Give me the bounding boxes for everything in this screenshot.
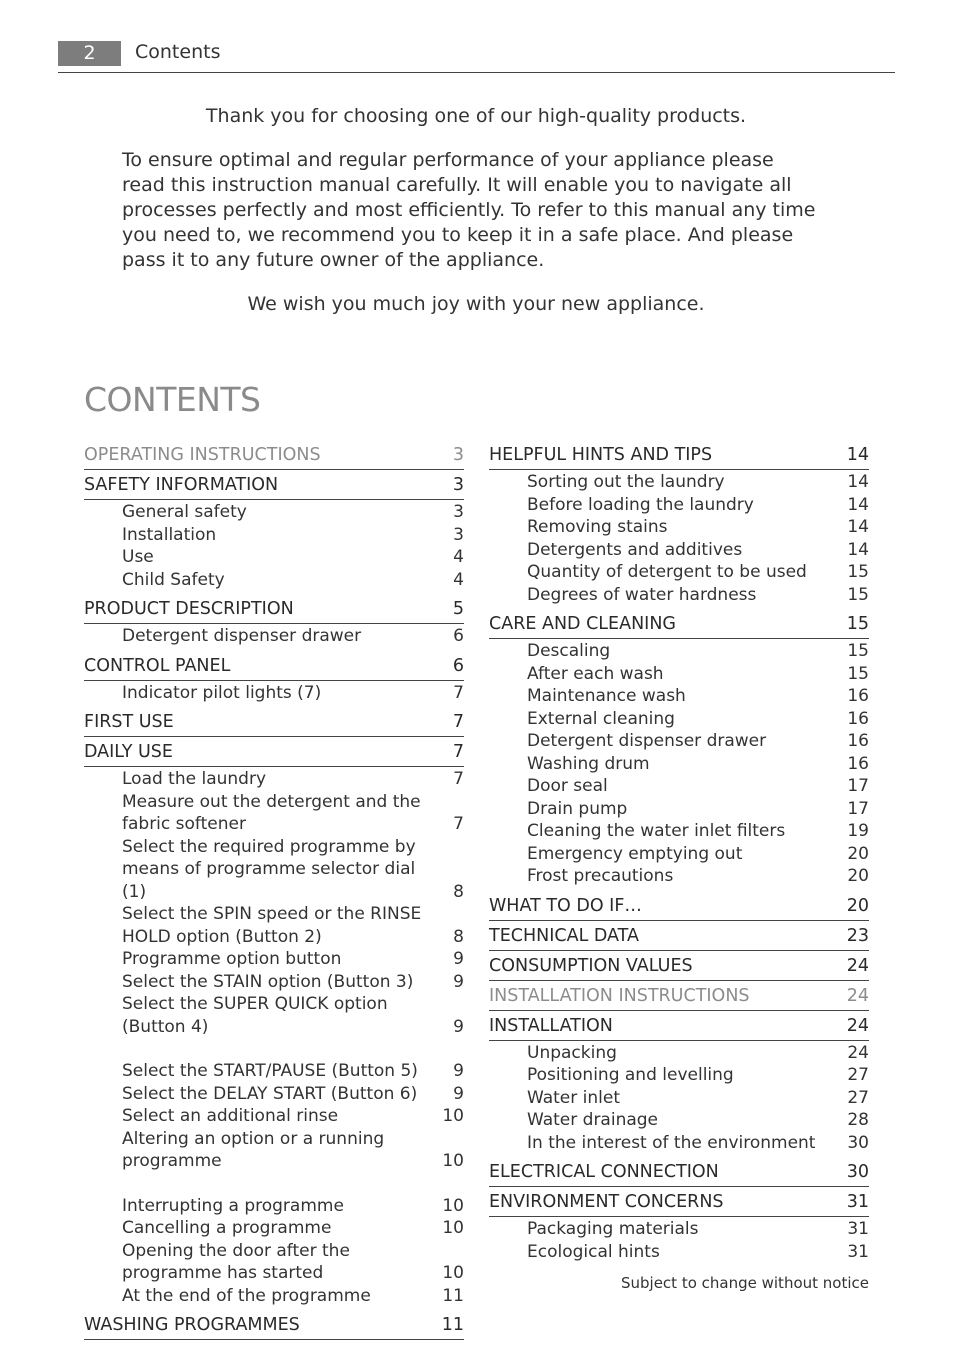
toc-item[interactable] bbox=[489, 685, 869, 708]
toc-item-title: Positioning and levelling bbox=[527, 1065, 734, 1085]
toc-item-title: Packaging materials bbox=[527, 1219, 699, 1239]
toc-item[interactable] bbox=[84, 524, 464, 547]
toc-subitems bbox=[84, 681, 464, 708]
toc-item-title: Emergency emptying out bbox=[527, 843, 743, 864]
toc-item-title: Altering an option or a running programme bbox=[122, 1128, 385, 1171]
toc-item[interactable] bbox=[489, 1241, 869, 1264]
toc-item-page: 19 bbox=[847, 821, 869, 841]
intro-body: To ensure optimal and regular performance of your appliance please read this instruction manual carefully. It will enable you to navigate all processes perfectly and most efficiently. To refer to this manual any time you need to, we recommend you to keep it in a safe place. And please pass it to any future owner of the appliance. bbox=[122, 149, 816, 271]
toc-item[interactable] bbox=[489, 1132, 869, 1155]
toc-item-page: 30 bbox=[847, 1132, 869, 1153]
toc-section[interactable] bbox=[84, 737, 464, 767]
toc-section[interactable] bbox=[489, 981, 869, 1011]
toc-item-title: Detergents and additives bbox=[527, 539, 743, 560]
toc-item-page: 14 bbox=[847, 539, 869, 560]
toc-item-title: Interrupting a programme bbox=[122, 1195, 344, 1216]
toc-item-page: 16 bbox=[847, 686, 869, 706]
toc-item-page: 17 bbox=[847, 776, 869, 796]
toc-item[interactable] bbox=[84, 791, 464, 836]
toc-item[interactable] bbox=[489, 730, 869, 753]
toc-section[interactable] bbox=[84, 1310, 464, 1340]
toc-item[interactable] bbox=[489, 1218, 869, 1241]
toc-section[interactable] bbox=[489, 1187, 869, 1217]
toc-item[interactable] bbox=[84, 1060, 464, 1083]
toc-item[interactable] bbox=[489, 865, 869, 888]
toc-item-page: 15 bbox=[847, 584, 869, 605]
toc-item-page: 7 bbox=[453, 769, 464, 789]
toc-section[interactable] bbox=[489, 609, 869, 639]
toc-section[interactable] bbox=[84, 651, 464, 681]
toc-item-page: 9 bbox=[453, 1083, 464, 1104]
toc-item-page: 10 bbox=[442, 1195, 464, 1216]
toc-section-page: 6 bbox=[452, 655, 464, 676]
toc-section-title: CONTROL PANEL bbox=[84, 655, 231, 676]
toc-item-page: 16 bbox=[847, 731, 869, 751]
toc-item-title: Sorting out the laundry bbox=[527, 472, 725, 492]
toc-item[interactable] bbox=[84, 971, 464, 994]
toc-section-page: 14 bbox=[846, 445, 869, 465]
toc-item-title: Quantity of detergent to be used bbox=[527, 562, 807, 582]
toc-section-page: 15 bbox=[846, 614, 869, 634]
toc-item-page: 14 bbox=[847, 517, 869, 537]
toc-item[interactable] bbox=[489, 753, 869, 776]
toc-item-page: 10 bbox=[442, 1263, 464, 1283]
toc-subitems bbox=[489, 1041, 869, 1158]
toc-item[interactable] bbox=[84, 546, 464, 569]
toc-item-title: Degrees of water hardness bbox=[527, 584, 757, 605]
toc-item-title: Measure out the detergent and the fabric softener bbox=[122, 791, 421, 834]
toc-item-page: 31 bbox=[847, 1241, 869, 1262]
toc-item[interactable] bbox=[84, 625, 464, 648]
toc-section-title: TECHNICAL DATA bbox=[489, 925, 639, 946]
toc-item-title: Use bbox=[122, 547, 154, 567]
toc-section-title: INSTALLATION INSTRUCTIONS bbox=[489, 985, 750, 1006]
toc-section-page: 23 bbox=[846, 925, 869, 946]
toc-item[interactable] bbox=[489, 820, 869, 843]
toc-item[interactable] bbox=[489, 516, 869, 539]
toc-item[interactable] bbox=[489, 1087, 869, 1110]
toc-section[interactable] bbox=[489, 440, 869, 470]
toc-section[interactable] bbox=[84, 707, 464, 737]
toc-section-title: PRODUCT DESCRIPTION bbox=[84, 599, 294, 619]
toc-section-page: 5 bbox=[452, 599, 464, 619]
toc-item[interactable] bbox=[489, 640, 869, 663]
toc-section-page: 31 bbox=[846, 1192, 869, 1212]
toc-item-page: 9 bbox=[453, 949, 464, 969]
toc-item-title: Indicator pilot lights (7) bbox=[122, 682, 322, 703]
toc-item[interactable] bbox=[489, 539, 869, 562]
toc-item-title: General safety bbox=[122, 502, 247, 522]
toc-item[interactable] bbox=[489, 584, 869, 607]
toc-item-title: Before loading the laundry bbox=[527, 494, 754, 515]
toc-item-title: Select the DELAY START (Button 6) bbox=[122, 1083, 418, 1104]
toc-section-page: 3 bbox=[452, 475, 464, 495]
toc-item[interactable] bbox=[84, 993, 464, 1060]
toc-item-title: External cleaning bbox=[527, 708, 675, 729]
toc-section[interactable] bbox=[84, 594, 464, 624]
toc-item-title: In the interest of the environment bbox=[527, 1132, 816, 1153]
toc-item-page: 15 bbox=[847, 562, 869, 582]
toc-item[interactable] bbox=[489, 1064, 869, 1087]
toc-item[interactable] bbox=[84, 1217, 464, 1240]
toc-item[interactable] bbox=[84, 1285, 464, 1308]
toc-section-title: SAFETY INFORMATION bbox=[84, 475, 279, 495]
toc-subitems bbox=[489, 470, 869, 609]
toc-item-title: Drain pump bbox=[527, 798, 628, 819]
toc-item-title: Load the laundry bbox=[122, 769, 267, 789]
contents-heading: CONTENTS bbox=[84, 380, 261, 419]
toc-item-title: Detergent dispenser drawer bbox=[527, 731, 767, 751]
toc-item[interactable] bbox=[489, 798, 869, 821]
toc-item[interactable] bbox=[489, 775, 869, 798]
toc-item-title: Child Safety bbox=[122, 569, 225, 590]
toc-item-page: 27 bbox=[847, 1087, 869, 1108]
toc-item-title: Select the STAIN option (Button 3) bbox=[122, 971, 414, 992]
toc-item[interactable] bbox=[489, 843, 869, 866]
intro-wish: We wish you much joy with your new appliance. bbox=[247, 293, 705, 315]
toc-item-title: Cancelling a programme bbox=[122, 1218, 332, 1238]
toc-item-page: 8 bbox=[453, 881, 464, 902]
toc-item-title: Frost precautions bbox=[527, 866, 674, 886]
toc-item[interactable] bbox=[84, 836, 464, 904]
toc-item-title: Cleaning the water inlet filters bbox=[527, 821, 786, 841]
toc-section-title: WASHING PROGRAMMES bbox=[84, 1315, 300, 1335]
toc-item-title: Installation bbox=[122, 524, 217, 545]
toc-section-page: 20 bbox=[846, 895, 869, 916]
toc-item-title: At the end of the programme bbox=[122, 1285, 371, 1306]
toc-item-page: 10 bbox=[442, 1218, 464, 1238]
toc-item-title: Washing drum bbox=[527, 753, 650, 774]
toc-section-title: ELECTRICAL CONNECTION bbox=[489, 1162, 719, 1182]
toc-section-page: 7 bbox=[452, 742, 464, 762]
toc-item-page: 7 bbox=[453, 682, 464, 703]
toc-item[interactable] bbox=[84, 1128, 464, 1195]
toc-item-page: 9 bbox=[453, 1061, 464, 1081]
toc-section-page: 24 bbox=[846, 1015, 869, 1036]
toc-section-page: 24 bbox=[846, 955, 869, 976]
toc-item-page: 16 bbox=[847, 708, 869, 729]
header-title: Contents bbox=[135, 41, 221, 63]
toc-item-page: 17 bbox=[847, 798, 869, 819]
toc-section-page: 3 bbox=[452, 445, 464, 465]
toc-subitems bbox=[84, 767, 464, 1310]
toc-item-title: Unpacking bbox=[527, 1042, 617, 1063]
intro-thanks: Thank you for choosing one of our high-quality products. bbox=[205, 105, 747, 127]
toc-right-column bbox=[489, 440, 869, 1266]
toc-subitems bbox=[489, 639, 869, 891]
toc-item[interactable] bbox=[489, 663, 869, 686]
toc-item[interactable] bbox=[489, 471, 869, 494]
toc-section-page: 24 bbox=[846, 985, 869, 1006]
toc-item[interactable] bbox=[489, 494, 869, 517]
toc-subitems bbox=[84, 624, 464, 651]
toc-item-title: Opening the door after the programme has started bbox=[122, 1240, 350, 1283]
toc-item-page: 15 bbox=[847, 663, 869, 684]
toc-item-page: 7 bbox=[453, 814, 464, 834]
toc-item-page: 6 bbox=[453, 626, 464, 646]
toc-item-title: Detergent dispenser drawer bbox=[122, 626, 362, 646]
toc-item-title: Select the START/PAUSE (Button 5) bbox=[122, 1061, 418, 1081]
toc-item-page: 14 bbox=[847, 472, 869, 492]
toc-left-column bbox=[84, 440, 464, 1340]
toc-item[interactable] bbox=[84, 1195, 464, 1218]
toc-item[interactable] bbox=[489, 1109, 869, 1132]
toc-item-page: 9 bbox=[453, 971, 464, 992]
toc-section-title: DAILY USE bbox=[84, 742, 173, 762]
toc-item[interactable] bbox=[489, 561, 869, 584]
toc-item-page: 10 bbox=[442, 1151, 464, 1171]
toc-section-title: ENVIRONMENT CONCERNS bbox=[489, 1192, 724, 1212]
toc-item-page: 3 bbox=[453, 502, 464, 522]
toc-subitems bbox=[84, 500, 464, 594]
toc-item-title: After each wash bbox=[527, 663, 664, 684]
toc-item-page: 28 bbox=[847, 1110, 869, 1130]
toc-item-page: 24 bbox=[847, 1042, 869, 1063]
toc-item-title: Programme option button bbox=[122, 949, 342, 969]
toc-item-page: 16 bbox=[847, 753, 869, 774]
toc-item-page: 9 bbox=[453, 1016, 464, 1037]
toc-item-title: Water inlet bbox=[527, 1087, 621, 1108]
toc-item-title: Removing stains bbox=[527, 517, 668, 537]
toc-item[interactable] bbox=[84, 682, 464, 705]
toc-item-title: Ecological hints bbox=[527, 1241, 660, 1262]
toc-item[interactable] bbox=[84, 1083, 464, 1106]
toc-item[interactable] bbox=[489, 1042, 869, 1065]
toc-item-title: Select the required programme by means of programme selector dial (1) bbox=[122, 836, 416, 902]
toc-item-page: 4 bbox=[453, 547, 464, 567]
toc-item-title: Water drainage bbox=[527, 1110, 659, 1130]
toc-section-title: HELPFUL HINTS AND TIPS bbox=[489, 445, 713, 465]
toc-section[interactable] bbox=[489, 951, 869, 981]
toc-item[interactable] bbox=[84, 1105, 464, 1128]
toc-section[interactable] bbox=[489, 921, 869, 951]
toc-section-title: INSTALLATION bbox=[489, 1015, 613, 1036]
toc-item[interactable] bbox=[84, 948, 464, 971]
page-header bbox=[58, 40, 895, 73]
toc-item-title: Select the SPIN speed or the RINSE HOLD option (Button 2) bbox=[122, 904, 422, 947]
toc-item-page: 14 bbox=[847, 494, 869, 515]
toc-item-page: 20 bbox=[847, 843, 869, 864]
toc-section-page: 11 bbox=[441, 1315, 464, 1335]
toc-section[interactable] bbox=[84, 470, 464, 500]
toc-section-title: FIRST USE bbox=[84, 712, 174, 732]
toc-item-page: 11 bbox=[442, 1285, 464, 1306]
toc-item-title: Door seal bbox=[527, 776, 608, 796]
toc-section[interactable] bbox=[489, 1157, 869, 1187]
toc-section-title: CARE AND CLEANING bbox=[489, 614, 676, 634]
toc-section[interactable] bbox=[489, 1011, 869, 1041]
toc-section-title: CONSUMPTION VALUES bbox=[489, 955, 693, 976]
toc-item-page: 20 bbox=[847, 866, 869, 886]
toc-section[interactable] bbox=[84, 440, 464, 470]
toc-item[interactable] bbox=[489, 708, 869, 731]
toc-item-title: Select the SUPER QUICK option (Button 4) bbox=[122, 994, 388, 1037]
toc-section-title: OPERATING INSTRUCTIONS bbox=[84, 445, 321, 465]
toc-item-page: 15 bbox=[847, 641, 869, 661]
toc-item-title: Descaling bbox=[527, 641, 611, 661]
toc-section-title: WHAT TO DO IF… bbox=[489, 895, 642, 916]
toc-item-title: Maintenance wash bbox=[527, 686, 686, 706]
toc-section[interactable] bbox=[489, 891, 869, 921]
footer-note: Subject to change without notice bbox=[620, 1274, 869, 1292]
toc-item-title: Select an additional rinse bbox=[122, 1106, 339, 1126]
toc-item-page: 10 bbox=[442, 1106, 464, 1126]
toc-item[interactable] bbox=[84, 501, 464, 524]
toc-item[interactable] bbox=[84, 768, 464, 791]
toc-item[interactable] bbox=[84, 903, 464, 948]
toc-item-page: 8 bbox=[453, 926, 464, 947]
toc-subitems bbox=[489, 1217, 869, 1266]
toc-section-page: 30 bbox=[846, 1162, 869, 1182]
toc-item-page: 27 bbox=[847, 1065, 869, 1085]
page-number: 2 bbox=[58, 41, 121, 66]
toc-item-page: 31 bbox=[847, 1219, 869, 1239]
toc-item-page: 3 bbox=[453, 524, 464, 545]
toc-section-page: 7 bbox=[452, 712, 464, 732]
toc-item[interactable] bbox=[84, 1240, 464, 1285]
toc-item[interactable] bbox=[84, 569, 464, 592]
toc-item-page: 4 bbox=[453, 569, 464, 590]
